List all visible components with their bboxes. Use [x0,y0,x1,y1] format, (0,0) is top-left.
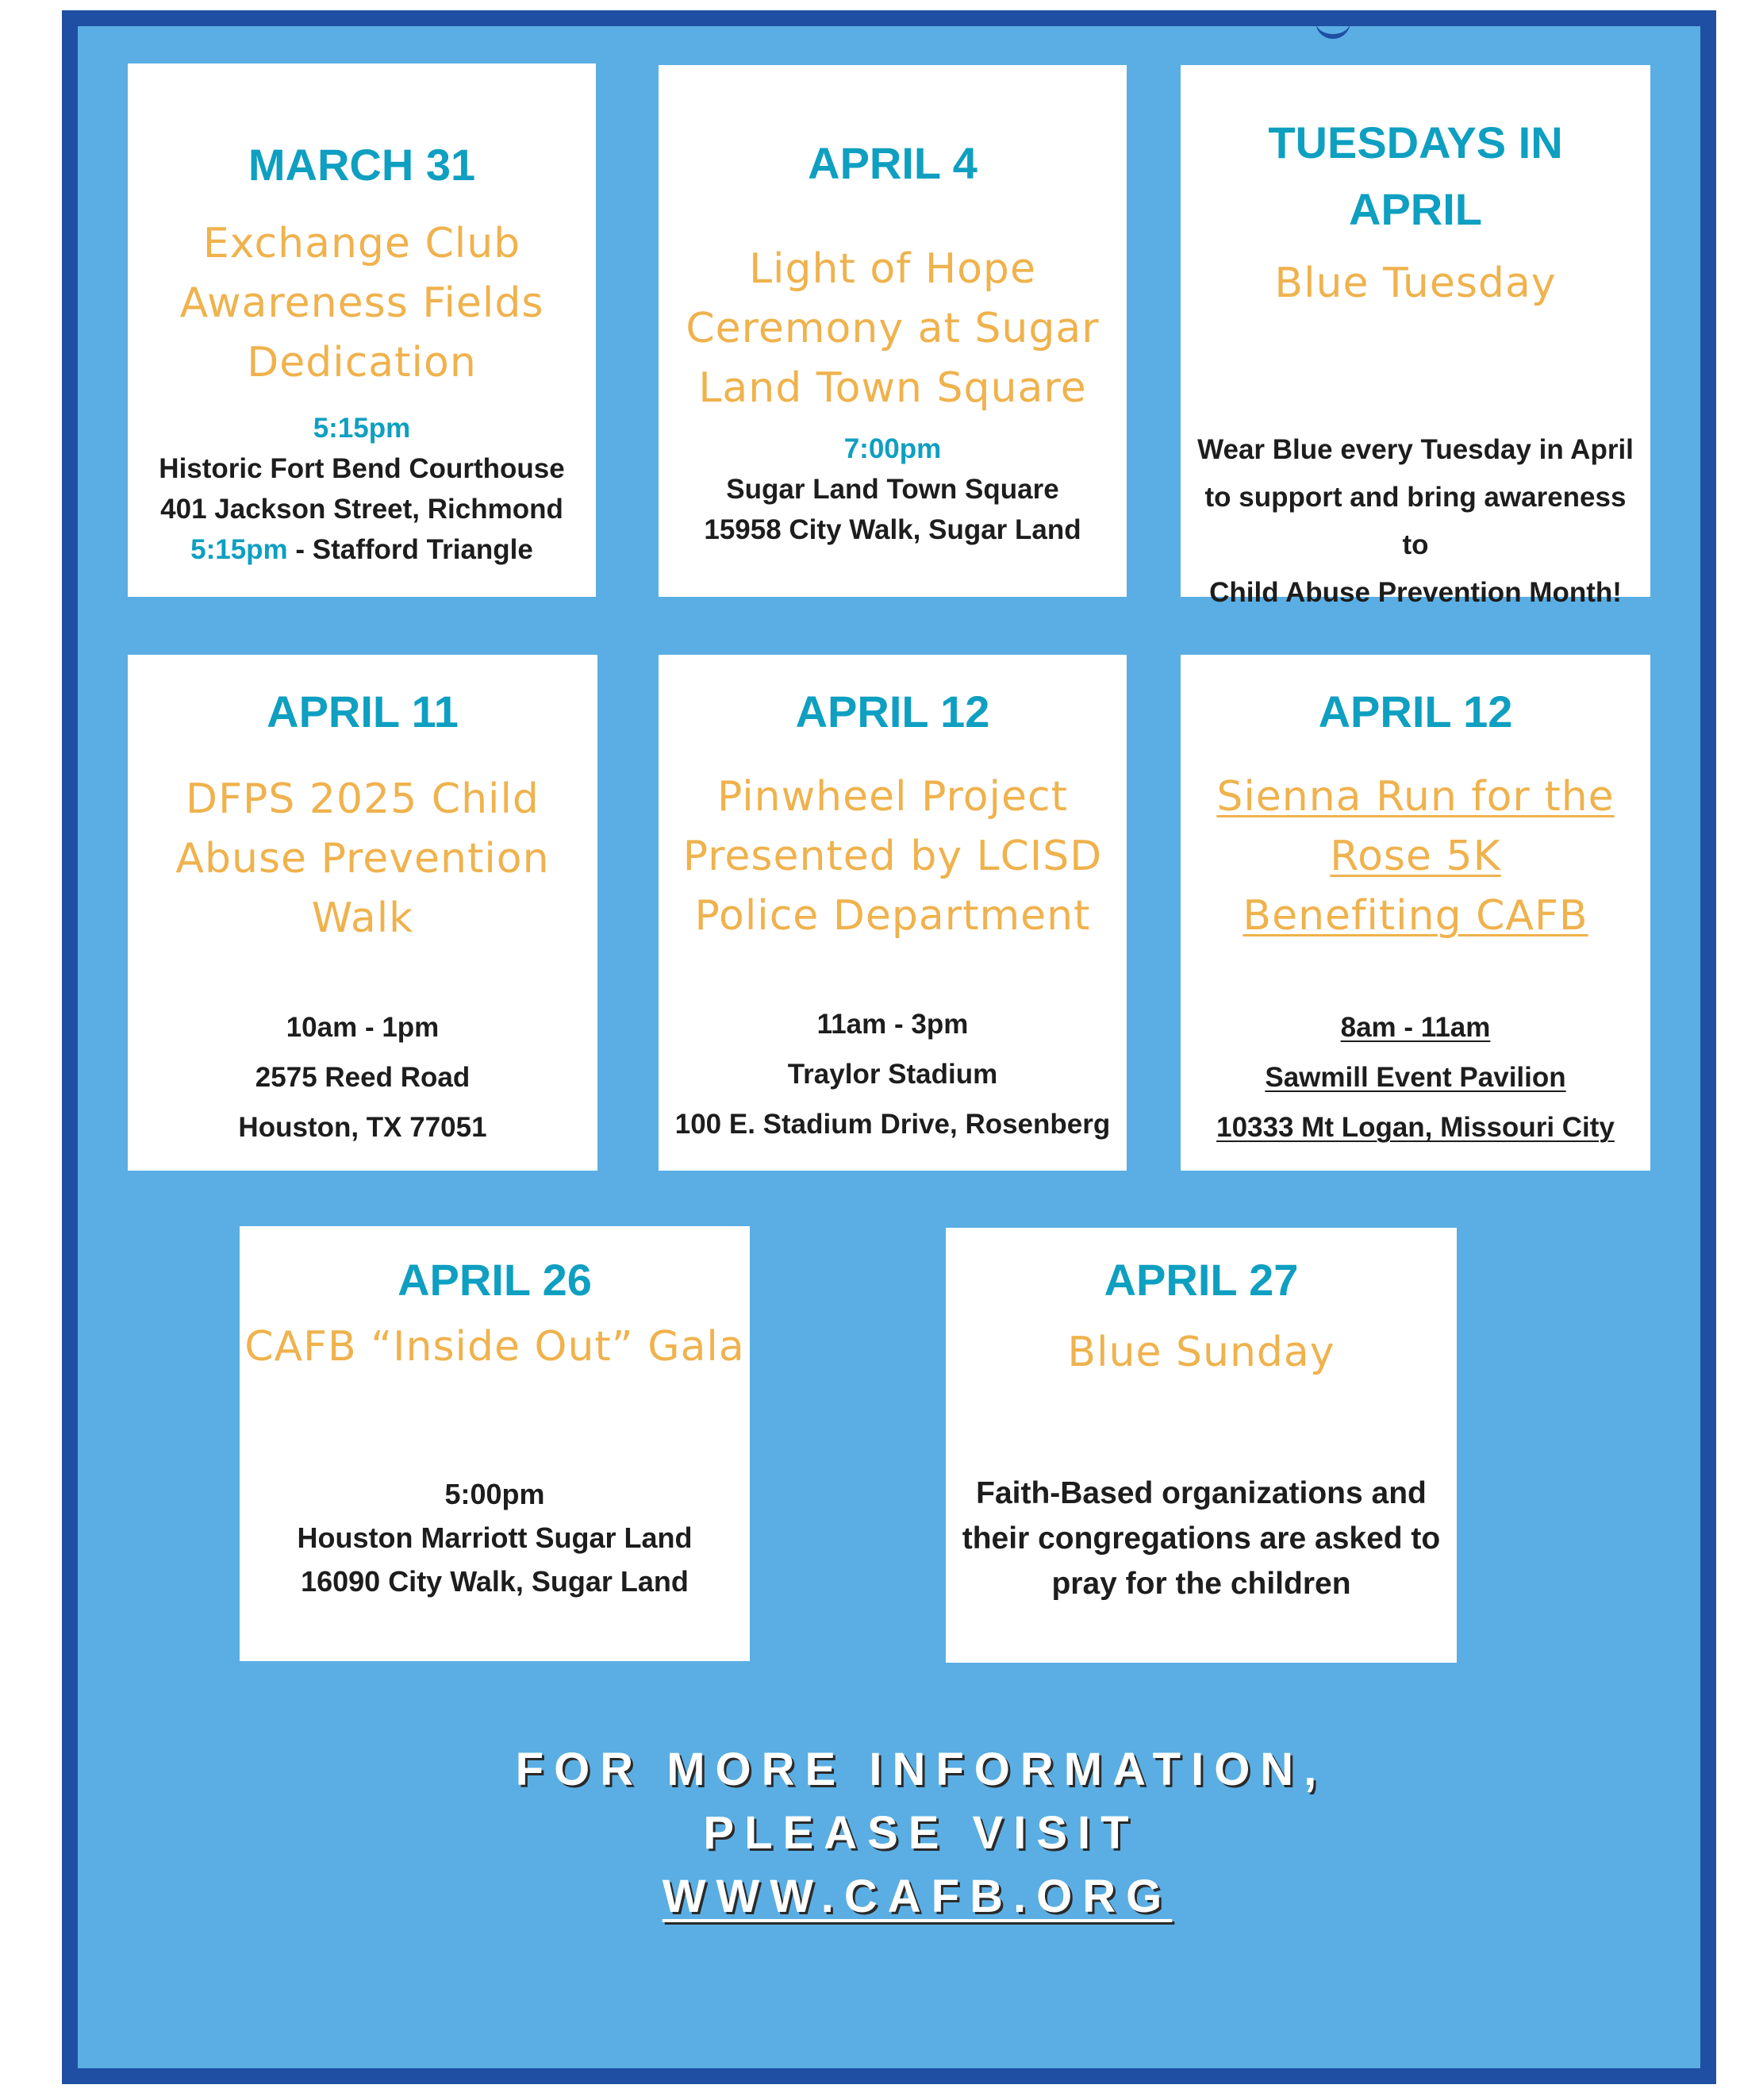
event-title: Blue Sunday [1067,1329,1335,1376]
event-title-line: Ceremony at Sugar [686,305,1100,352]
event-card-april-27 [946,1228,1457,1663]
footer-line-2: PLEASE VISIT [703,1807,1139,1859]
event-title [128,770,597,948]
event-title-link-text[interactable]: Sienna Run for the [1216,773,1615,821]
event-title-link[interactable] [1181,767,1650,946]
event-location-link[interactable]: Sawmill Event Pavilion [1265,1062,1566,1093]
event-details [128,1002,597,1152]
event-address-link[interactable]: 10333 Mt Logan, Missouri City [1216,1112,1615,1143]
event-date: APRIL 26 [398,1255,592,1305]
event-description-line: their congregations are asked to [962,1521,1441,1556]
event-date: APRIL 11 [267,687,459,737]
event-title-line: Land Town Square [698,364,1087,412]
event-title-line: Walk [311,894,414,942]
event-location[interactable] [1181,1052,1650,1102]
event-description [1181,426,1650,617]
event-description-line: pray for the children [1051,1567,1351,1601]
event-title-link-text[interactable]: Benefiting CAFB [1243,892,1588,940]
event-description-line: Wear Blue every Tuesday in April [1197,434,1634,465]
event-card-april-12-pinwheel [659,655,1127,1171]
event-location: Houston Marriott Sugar Land [297,1521,693,1554]
event-description-line: Faith-Based organizations and [976,1476,1427,1510]
event-location-2: - Stafford Triangle [287,534,533,565]
event-description-line: Child Abuse Prevention Month! [1209,577,1622,608]
event-title: Blue Tuesday [1274,260,1557,307]
event-description-line: to support and bring awareness [1204,482,1627,513]
event-description-line: to [1402,529,1429,560]
event-second-location [128,529,596,570]
event-title: CAFB “Inside Out” Gala [244,1323,745,1371]
event-date: APRIL 12 [795,687,990,737]
event-details[interactable] [1181,1002,1650,1152]
event-time-2: 5:15pm [190,534,288,565]
event-title-line: Light of Hope [749,245,1036,293]
event-details [128,408,596,570]
event-title-line: Pinwheel Project [717,773,1068,821]
event-title [659,767,1127,946]
event-address: 16090 City Walk, Sugar Land [301,1565,689,1598]
event-title-line: Awareness Fields [179,279,544,327]
event-card-april-4 [659,65,1127,597]
event-address: 15958 City Walk, Sugar Land [704,514,1081,545]
event-date: MARCH 31 [248,140,476,190]
event-location: Historic Fort Bend Courthouse [159,453,565,484]
event-card-march-31 [128,63,596,597]
event-title-line: Police Department [694,892,1091,940]
footer-url-line[interactable] [36,1870,1763,1923]
event-time: 10am - 1pm [286,1012,440,1043]
event-time: 7:00pm [843,433,942,464]
event-description [946,1471,1457,1606]
event-card-april-11 [128,655,597,1171]
event-card-tuesdays-in-april [1181,65,1650,608]
event-time: 11am - 3pm [816,1009,969,1040]
footer-line-1: FOR MORE INFORMATION, [515,1744,1327,1795]
event-location: Traylor Stadium [787,1059,998,1090]
event-date-line: TUESDAYS IN [1268,117,1563,167]
event-time[interactable] [1181,1002,1650,1052]
event-title [659,240,1127,418]
event-date: APRIL 27 [1104,1255,1299,1305]
event-title-line[interactable] [1181,767,1650,827]
event-details [240,1472,750,1603]
event-address: Houston, TX 77051 [238,1112,487,1143]
event-title-link-text[interactable]: Rose 5K [1330,833,1501,880]
event-card-april-12-sienna-run[interactable] [1181,655,1650,1171]
event-title-line[interactable] [1181,827,1650,887]
event-card-april-26 [240,1226,750,1661]
event-address[interactable] [1181,1102,1650,1152]
event-title-line: Abuse Prevention [175,835,550,883]
event-title-line[interactable] [1181,887,1650,946]
top-decoration [1316,21,1350,39]
website-link[interactable]: WWW.CAFB.ORG [662,1871,1173,1922]
event-title-line: Presented by LCISD [682,833,1103,880]
event-location: 2575 Reed Road [255,1062,471,1093]
event-time: 5:15pm [313,413,411,444]
event-time: 5:00pm [444,1478,545,1510]
event-details [659,999,1127,1149]
event-location: Sugar Land Town Square [726,474,1059,505]
event-title-line: Exchange Club [202,220,521,267]
event-time-link[interactable]: 8am - 11am [1340,1012,1491,1043]
event-date [1181,110,1650,243]
event-address: 401 Jackson Street, Richmond [160,494,563,525]
event-date: APRIL 12 [1318,687,1513,737]
event-address: 100 E. Stadium Drive, Rosenberg [674,1109,1111,1140]
event-date-line: APRIL [1349,184,1482,234]
event-title-line: Dedication [247,339,477,387]
event-date: APRIL 4 [808,138,978,188]
event-details [659,429,1127,550]
event-title [128,214,596,393]
event-title-line: DFPS 2025 Child [186,775,540,823]
